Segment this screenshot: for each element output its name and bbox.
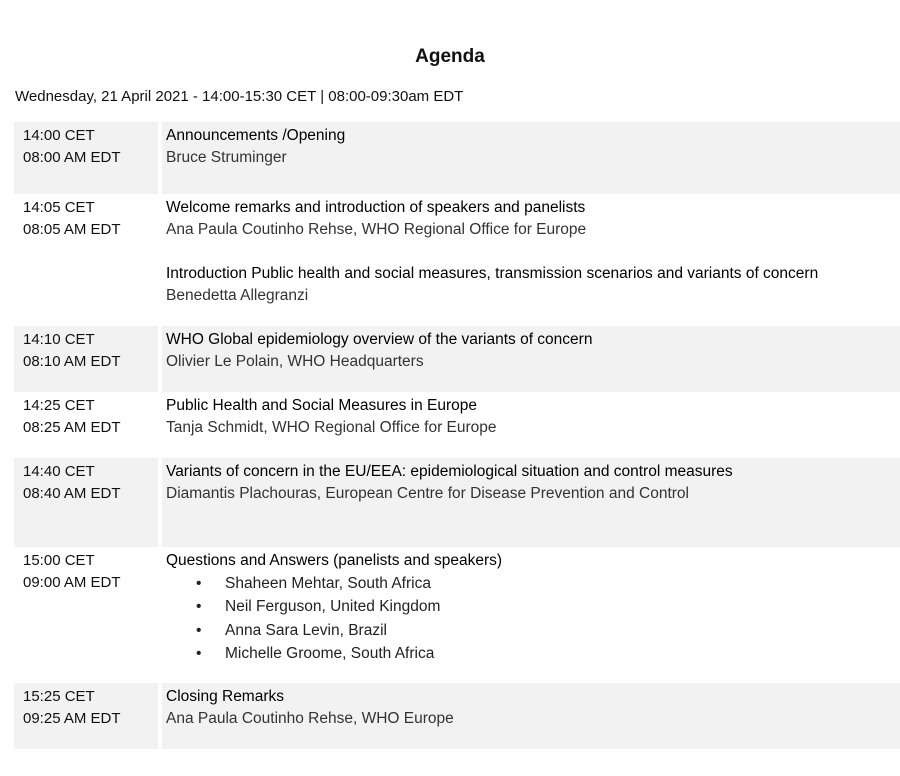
bullet-icon: • xyxy=(196,575,202,592)
time-cell xyxy=(14,194,162,326)
agenda-title: Agenda xyxy=(415,46,485,67)
session-title: Questions and Answers (panelists and speakers) xyxy=(166,552,503,569)
session-speaker: Tanja Schmidt, WHO Regional Office for Europe xyxy=(166,419,497,436)
session-speaker: Ana Paula Coutinho Rehse, WHO Regional Office for Europe xyxy=(166,221,587,238)
bullet-icon: • xyxy=(196,644,202,662)
session-cell xyxy=(162,683,900,749)
session-title: Announcements /Opening xyxy=(166,127,346,144)
session-speaker: Diamantis Plachouras, European Centre for Disease Prevention and Control xyxy=(166,485,689,502)
time-cell xyxy=(14,683,162,749)
session-cell xyxy=(162,122,900,194)
time-edt: 09:00 AM EDT xyxy=(23,574,121,591)
agenda-row xyxy=(14,547,900,683)
panelist-item xyxy=(196,572,900,595)
agenda-row xyxy=(14,458,900,547)
time-cet: 15:25 CET xyxy=(23,688,95,705)
session-title: Closing Remarks xyxy=(166,688,285,705)
session-cell xyxy=(162,326,900,392)
time-cet: 14:40 CET xyxy=(23,463,95,480)
session-title-secondary: Introduction Public health and social measures, transmission scenarios and variants of concern xyxy=(166,265,819,282)
panelist-name: Shaheen Mehtar, South Africa xyxy=(225,575,431,592)
session-title: Variants of concern in the EU/EEA: epidemiological situation and control measures xyxy=(166,463,733,480)
time-cell xyxy=(14,392,162,458)
time-cell xyxy=(14,122,162,194)
time-cet: 14:05 CET xyxy=(23,199,95,216)
time-cell xyxy=(14,458,162,547)
agenda-row xyxy=(14,122,900,194)
session-title: WHO Global epidemiology overview of the variants of concern xyxy=(166,331,593,348)
time-edt: 09:25 AM EDT xyxy=(23,710,121,727)
session-cell xyxy=(162,194,900,326)
panelist-name: Neil Ferguson, United Kingdom xyxy=(225,598,441,616)
session-title: Welcome remarks and introduction of speakers and panelists xyxy=(166,199,586,216)
time-cet: 15:00 CET xyxy=(23,552,95,569)
agenda-row xyxy=(14,194,900,326)
panelist-item xyxy=(196,642,900,665)
time-edt: 08:10 AM EDT xyxy=(23,353,121,370)
time-cet: 14:25 CET xyxy=(23,397,95,414)
session-speaker: Olivier Le Polain, WHO Headquarters xyxy=(166,353,424,370)
session-cell xyxy=(162,547,900,683)
session-speaker: Bruce Struminger xyxy=(166,149,287,166)
time-cell xyxy=(14,547,162,683)
panelist-name: Anna Sara Levin, Brazil xyxy=(225,621,387,639)
session-speaker: Ana Paula Coutinho Rehse, WHO Europe xyxy=(166,710,454,727)
agenda-row xyxy=(14,326,900,392)
bullet-icon: • xyxy=(196,621,202,639)
panelist-list xyxy=(166,572,900,665)
bullet-icon: • xyxy=(196,598,202,616)
agenda-row xyxy=(14,392,900,458)
panelist-item xyxy=(196,595,900,618)
time-cell xyxy=(14,326,162,392)
time-edt: 08:00 AM EDT xyxy=(23,149,121,166)
time-cet: 14:00 CET xyxy=(23,127,95,144)
time-edt: 08:40 AM EDT xyxy=(23,485,121,502)
time-cet: 14:10 CET xyxy=(23,331,95,348)
panelist-item xyxy=(196,619,900,642)
session-cell xyxy=(162,392,900,458)
session-cell xyxy=(162,458,900,547)
session-speaker-secondary: Benedetta Allegranzi xyxy=(166,287,309,304)
panelist-name: Michelle Groome, South Africa xyxy=(225,644,435,662)
time-edt: 08:05 AM EDT xyxy=(23,221,121,238)
agenda-date-line: Wednesday, 21 April 2021 - 14:00-15:30 CET | 08:00-09:30am EDT xyxy=(15,88,464,105)
session-title: Public Health and Social Measures in Europe xyxy=(166,397,478,414)
agenda-row xyxy=(14,683,900,749)
time-edt: 08:25 AM EDT xyxy=(23,419,121,436)
